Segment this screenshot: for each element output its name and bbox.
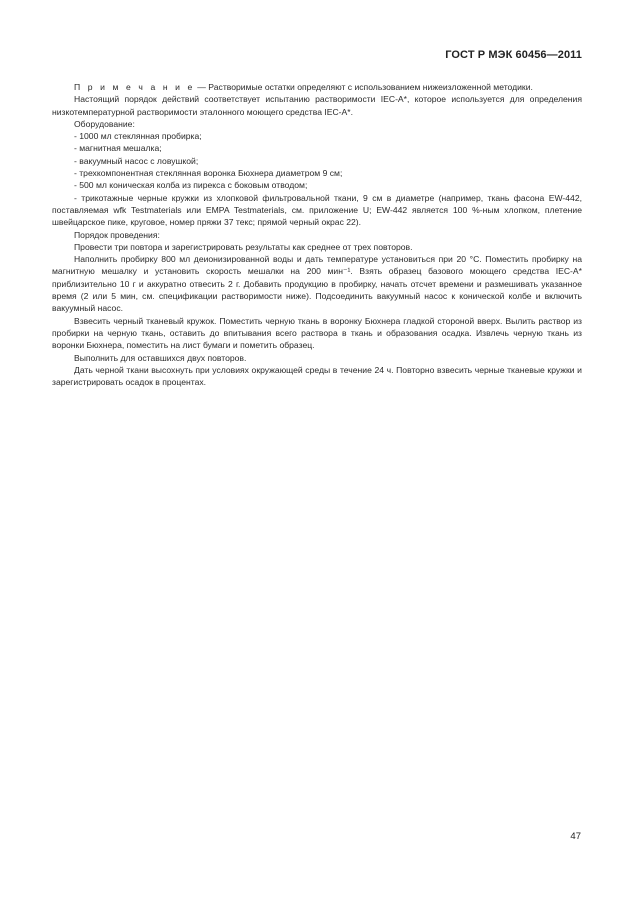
note-paragraph — [52, 81, 582, 93]
equipment-item: - 500 мл коническая колба из пирекса с боковым отводом; — [74, 180, 308, 191]
equipment-heading: Оборудование: — [74, 118, 135, 129]
procedure-paragraph: Выполнить для оставшихся двух повторов. — [74, 352, 247, 363]
procedure-paragraph: Дать черной ткани высохнуть при условиях окружающей среды в течение 24 ч. Повторно взвесить черные тканевые кружки и зарегистрировать осадок в процентах. — [52, 364, 582, 388]
procedure-paragraph: Взвесить черный тканевый кружок. Поместить черную ткань в воронку Бюхнера гладкой стороной вверх. Вылить раствор из пробирки на черную ткань, оставить до впитывания всего раствора в ткань и образования осадка. Извлечь черную ткань из воронки Бюхнера, поместить на лист бумаги и пометить образец. — [52, 315, 582, 351]
equipment-item: - магнитная мешалка; — [74, 143, 162, 154]
intro-paragraph: Настоящий порядок действий соответствует испытанию растворимости IEC-A*, которое используется для определения низкотемпературной растворимости эталонного моющего средства IEC-A*. — [52, 94, 582, 117]
equipment-item: - 1000 мл стеклянная пробирка; — [74, 131, 202, 142]
page-number: 47 — [570, 831, 581, 842]
standard-header: ГОСТ Р МЭК 60456—2011 — [445, 49, 582, 61]
equipment-item: - трехкомпонентная стеклянная воронка Бюхнера диаметром 9 см; — [74, 168, 343, 179]
note-text: — Растворимые остатки определяют с использованием нижеизложенной методики. — [194, 82, 533, 92]
document-body — [52, 81, 582, 388]
equipment-item: - вакуумный насос с ловушкой; — [74, 155, 199, 166]
procedure-paragraph: Провести три повтора и зарегистрировать результаты как среднее от трех повторов. — [74, 241, 413, 252]
equipment-item: - трикотажные черные кружки из хлопковой фильтровальной ткани, 9 см в диаметре (например, ткань фасона EW-442, поставляемая wfk Testmaterials или EMPA Testmaterials, см. приложение U; EW-442 является 100 %-ным хлопком, плетение швейцарское пике, круговое, номер пряжи 37 текс; прямой черный окрас 22). — [52, 192, 582, 228]
note-label: П р и м е ч а н и е — [74, 82, 195, 92]
procedure-heading: Порядок проведения: — [74, 229, 160, 240]
procedure-paragraph: Наполнить пробирку 800 мл деионизированной воды и дать температуре установиться при 20 °C. Поместить пробирку на магнитную мешалку и установить скорость мешалки на 200 мин⁻¹. Взять образец базового моющего средства IEC-A* приблизительно 10 г и аккуратно отвесить 2 г. Добавить продукцию в пробирку, начать отсчет времени и размешивать указанное время (2 или 5 мин, см. спецификации растворимости ниже). Подсоединить вакуумный насос к конической колбе и включить вакуумный насос. — [52, 254, 582, 314]
